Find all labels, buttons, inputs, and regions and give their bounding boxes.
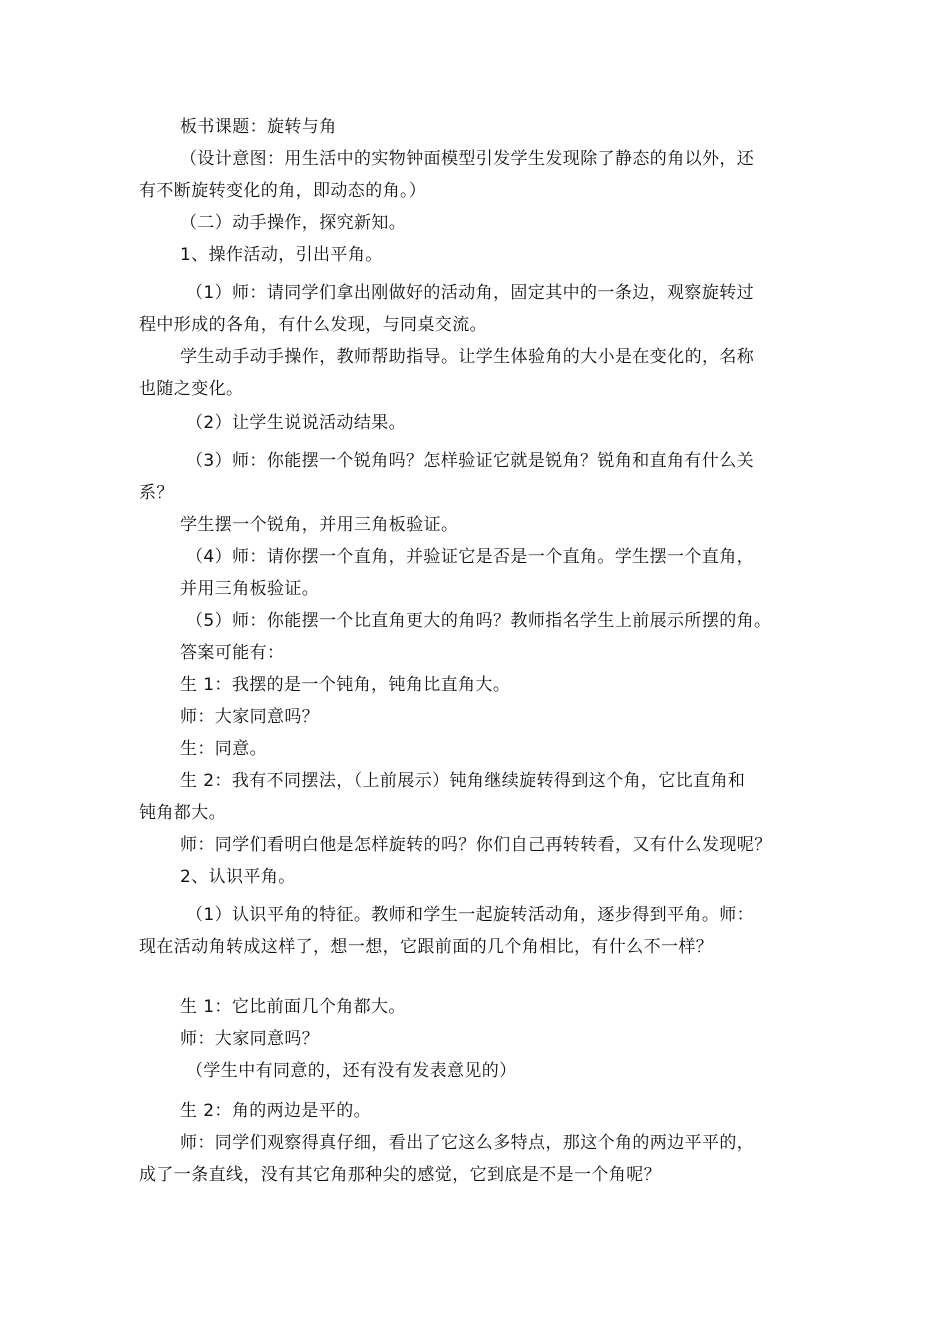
dialogue-line: 师：大家同意吗？ [180, 1029, 320, 1049]
paragraph-line: 也随之变化。 [139, 379, 244, 399]
dialogue-line: 生 1：它比前面几个角都大。 [180, 997, 406, 1017]
paragraph-line: 答案可能有： [180, 643, 285, 663]
paragraph-line: 学生动手动手操作，教师帮助指导。让学生体验角的大小是在变化的，名称 [180, 347, 755, 367]
subsection-heading-1: 1、操作活动，引出平角。 [180, 245, 383, 265]
design-intent-line-1: （设计意图：用生活中的实物钟面模型引发学生发现除了静态的角以外，还 [180, 149, 755, 169]
paragraph-line: 程中形成的各角，有什么发现，与同桌交流。 [139, 315, 487, 335]
paragraph-line: （3）师：你能摆一个锐角吗？怎样验证它就是锐角？锐角和直角有什么关 [186, 451, 755, 471]
dialogue-line: 成了一条直线，没有其它角那种尖的感觉，它到底是不是一个角呢？ [139, 1165, 661, 1185]
dialogue-line: （学生中有同意的，还有没有发表意见的） [186, 1061, 517, 1081]
paragraph-line: （5）师：你能摆一个比直角更大的角吗？教师指名学生上前展示所摆的角。 [186, 611, 772, 631]
dialogue-line: 生 2：我有不同摆法，（上前展示）钝角继续旋转得到这个角，它比直角和 [180, 771, 746, 791]
paragraph-line: 现在活动角转成这样了，想一想，它跟前面的几个角相比，有什么不一样？ [139, 937, 714, 957]
subsection-heading-2: 2、认识平角。 [180, 867, 296, 887]
paragraph-line: （2）让学生说说活动结果。 [186, 413, 407, 433]
dialogue-line: 钝角都大。 [139, 803, 226, 823]
paragraph-line: （4）师：请你摆一个直角，并验证它是否是一个直角。学生摆一个直角， [186, 547, 755, 567]
lesson-title: 板书课题：旋转与角 [180, 117, 337, 137]
dialogue-line: 生 1：我摆的是一个钝角，钝角比直角大。 [180, 675, 511, 695]
paragraph-line: 并用三角板验证。 [180, 579, 320, 599]
paragraph-line: 学生摆一个锐角，并用三角板验证。 [180, 515, 459, 535]
section-heading-2: （二）动手操作，探究新知。 [180, 213, 407, 233]
dialogue-line: 师：同学们看明白他是怎样旋转的吗？你们自己再转转看，又有什么发现呢？ [180, 835, 772, 855]
dialogue-line: 生：同意。 [180, 739, 267, 759]
paragraph-line: （1）师：请同学们拿出刚做好的活动角，固定其中的一条边，观察旋转过 [186, 283, 755, 303]
dialogue-line: 生 2：角的两边是平的。 [180, 1101, 372, 1121]
dialogue-line: 师：同学们观察得真仔细，看出了它这么多特点，那这个角的两边平平的， [180, 1133, 755, 1153]
paragraph-line: （1）认识平角的特征。教师和学生一起旋转活动角，逐步得到平角。师： [186, 905, 755, 925]
design-intent-line-2: 有不断旋转变化的角，即动态的角。） [139, 181, 427, 201]
dialogue-line: 师：大家同意吗？ [180, 707, 320, 727]
paragraph-line: 系？ [139, 483, 174, 503]
